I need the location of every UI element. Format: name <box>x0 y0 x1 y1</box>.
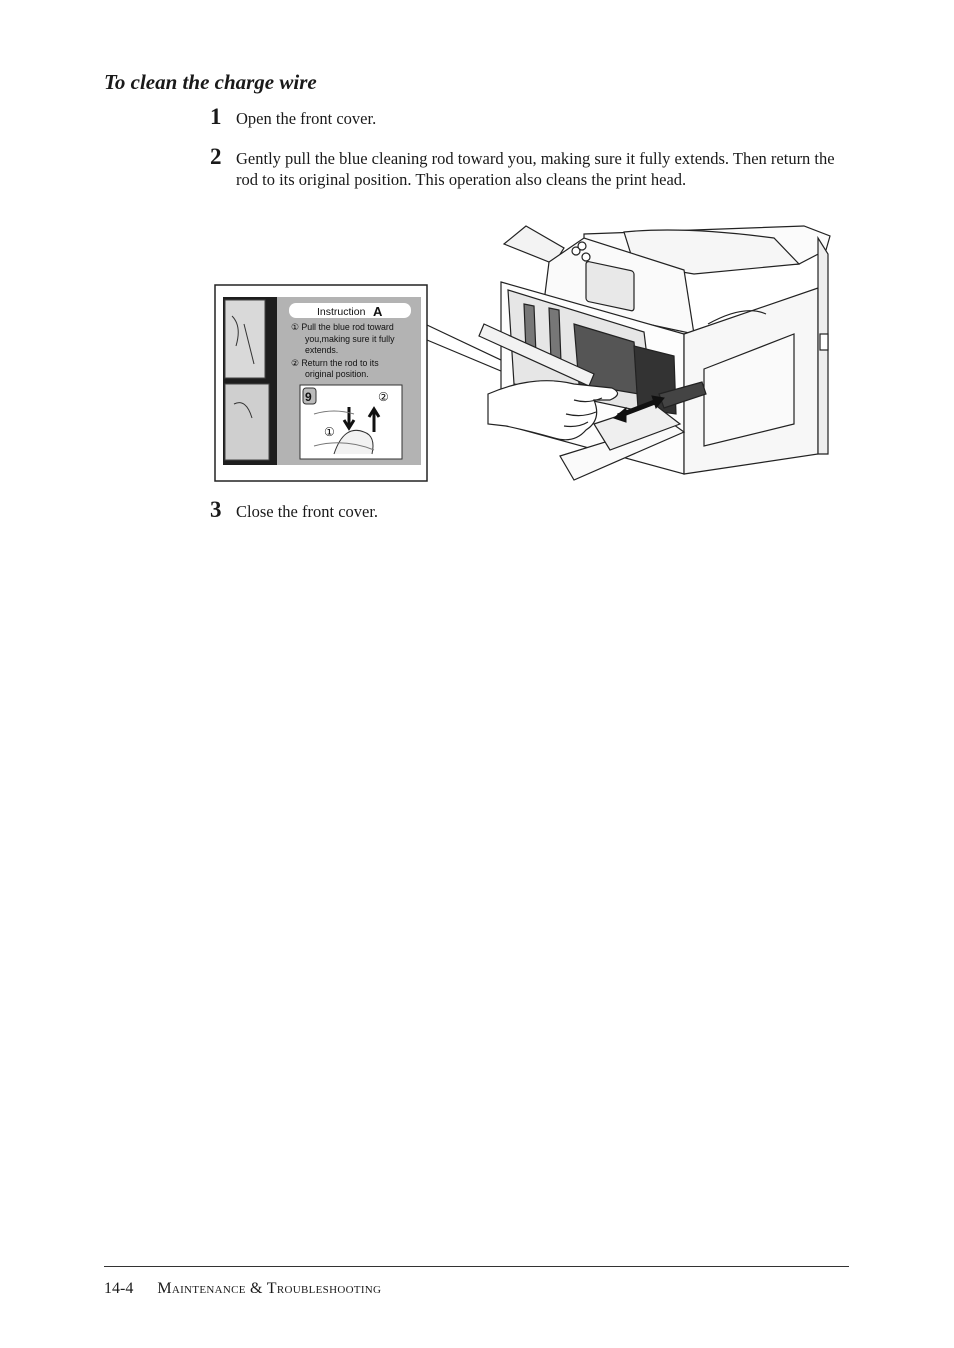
label-line: you,making sure it fully <box>305 334 395 344</box>
label-line: ① Pull the blue rod toward <box>291 322 394 332</box>
marker-2: ② <box>378 390 389 404</box>
label-line: ② Return the rod to its <box>291 358 379 368</box>
label-letter: A <box>373 304 383 319</box>
section-title: To clean the charge wire <box>104 70 317 94</box>
step-number: 2 <box>210 144 222 169</box>
footer-divider <box>104 1266 849 1267</box>
step-number: 3 <box>210 497 222 522</box>
instruction-label-callout <box>215 285 427 481</box>
printer-illustration <box>214 224 832 486</box>
page-number: 14-4 <box>104 1280 134 1297</box>
step-text: Open the front cover. <box>236 109 377 128</box>
step-text: Close the front cover. <box>236 502 379 521</box>
badge-number: 9 <box>305 390 312 404</box>
label-line: original position. <box>305 369 369 379</box>
marker-1: ① <box>324 425 335 439</box>
step-text: Gently pull the blue cleaning rod toward you, making sure it fully extends. Then return the rod to its original position. This operation also cleans the print head. <box>236 149 835 189</box>
step-number: 1 <box>210 104 222 129</box>
label-line: extends. <box>305 345 339 355</box>
page-footer <box>104 1280 381 1298</box>
chapter-title: Maintenance & Troubleshooting <box>157 1280 382 1297</box>
label-title: Instruction <box>317 306 366 318</box>
printer-drawing <box>479 226 830 480</box>
